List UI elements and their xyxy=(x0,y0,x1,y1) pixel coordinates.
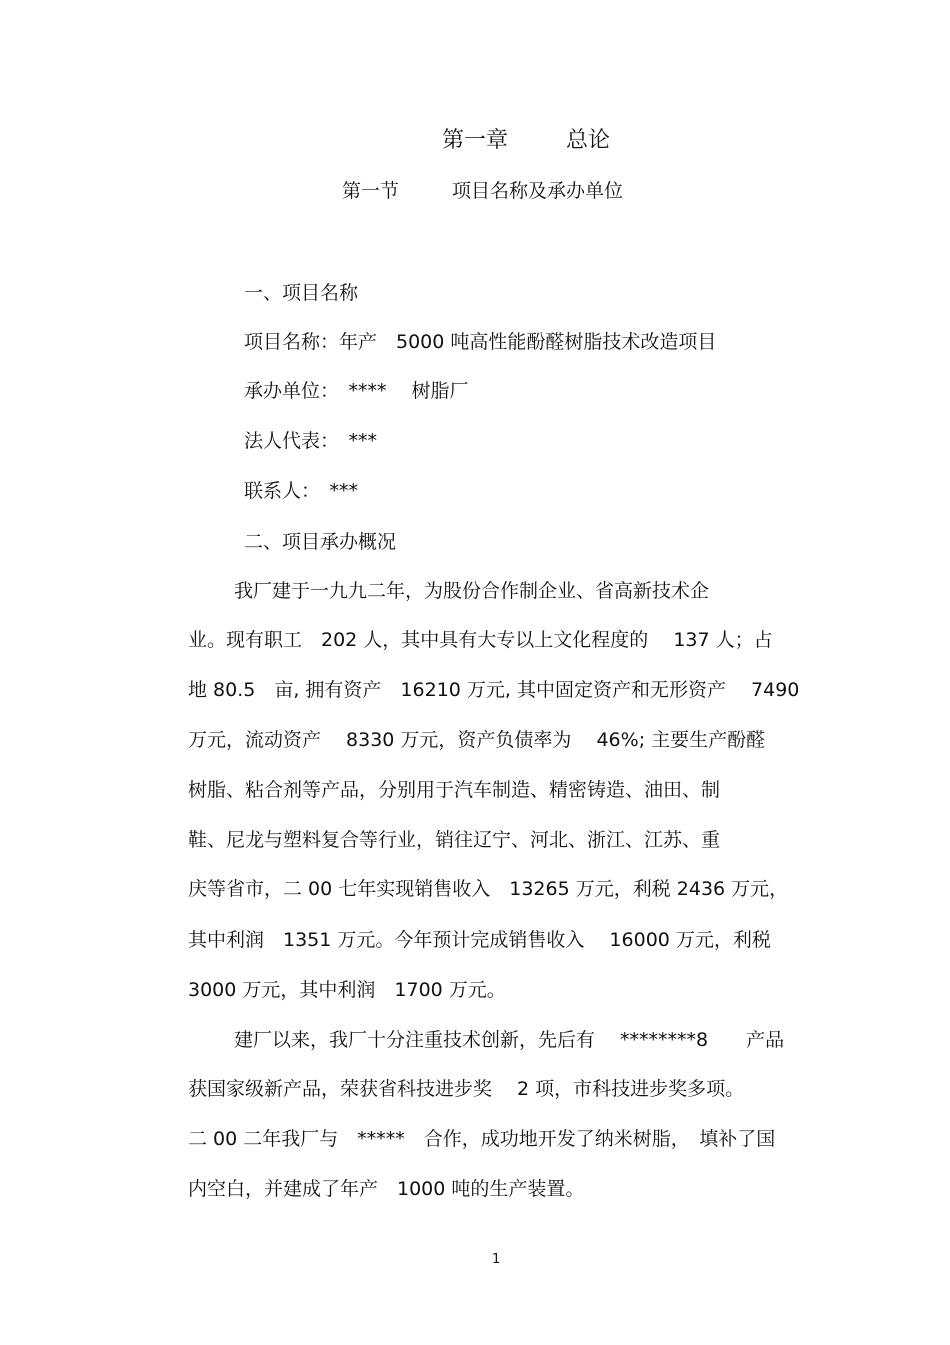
paragraph-line: 获国家级新产品，荣获省科技进步奖 2 项，市科技进步奖多项。 xyxy=(188,1078,745,1100)
paragraph-line: 二 00 二年我厂与 ***** 合作，成功地开发了纳米树脂， 填补了国 xyxy=(188,1128,776,1150)
section-title: 项目名称及承办单位 xyxy=(452,180,624,202)
paragraph-line: 建厂以来，我厂十分注重技术创新，先后有 ********8 产品 xyxy=(234,1029,785,1051)
paragraph-line: 内空白，并建成了年产 1000 吨的生产装置。 xyxy=(188,1178,585,1200)
legal-rep-line: 法人代表： *** xyxy=(244,430,378,452)
paragraph-line: 树脂、粘合剂等产品，分别用于汽车制造、精密铸造、油田、制 xyxy=(188,779,721,801)
paragraph-line: 庆等省市，二 00 七年实现销售收入 13265 万元，利税 2436 万元， xyxy=(188,878,789,900)
contact-line: 联系人： *** xyxy=(244,480,359,502)
project-name-line: 项目名称：年产 5000 吨高性能酚醛树脂技术改造项目 xyxy=(244,331,717,353)
section-number: 第一节 xyxy=(342,180,400,202)
page-number: 1 xyxy=(492,1252,501,1267)
host-unit-line: 承办单位： **** 树脂厂 xyxy=(244,380,469,402)
paragraph-line: 业。现有职工 202 人，其中具有大专以上文化程度的 137 人；占 xyxy=(188,629,773,651)
part2-heading: 二、项目承办概况 xyxy=(244,531,397,553)
part1-heading: 一、项目名称 xyxy=(244,282,359,304)
paragraph-line: 我厂建于一九九二年，为股份合作制企业、省高新技术企 xyxy=(234,580,710,602)
paragraph-line: 其中利润 1351 万元。今年预计完成销售收入 16000 万元，利税 xyxy=(188,929,771,951)
paragraph-line: 3000 万元，其中利润 1700 万元。 xyxy=(188,979,506,1001)
paragraph-line: 万元，流动资产 8330 万元，资产负债率为 46%; 主要生产酚醛 xyxy=(188,729,766,751)
paragraph-line: 鞋、尼龙与塑料复合等行业，销往辽宁、河北、浙江、江苏、重 xyxy=(188,829,721,851)
chapter-number: 第一章 xyxy=(442,128,509,153)
paragraph-line: 地 80.5 亩, 拥有资产 16210 万元, 其中固定资产和无形资产 7490 xyxy=(188,679,800,701)
chapter-title: 总论 xyxy=(566,128,611,153)
